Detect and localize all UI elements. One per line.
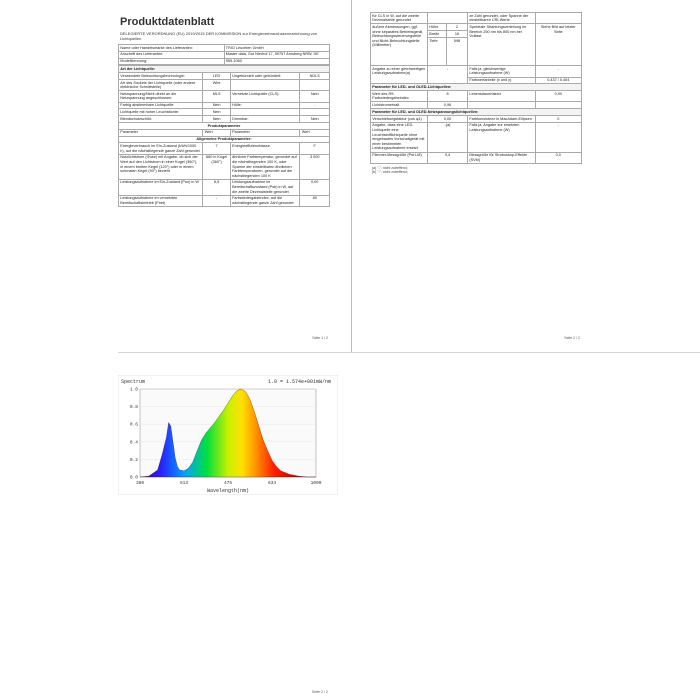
param-value: 8 xyxy=(427,91,467,102)
param-label: Energieeffizienzklasse xyxy=(230,143,300,154)
x-tick-label: 634 xyxy=(267,481,277,486)
param-value xyxy=(427,13,467,24)
type-row xyxy=(119,116,330,123)
dimension-label: Höhe xyxy=(427,24,446,31)
param-value: 80 xyxy=(300,195,330,206)
param-label: Farbwertanteile (x und y) xyxy=(468,77,536,84)
param-label: Lichtstromerhalt xyxy=(371,102,428,109)
param-label: Dimmbar: xyxy=(230,116,300,123)
section-title: Art der Lichtquelle: xyxy=(119,66,330,73)
param-value: 680 in Kugel (360°) xyxy=(203,154,230,179)
type-row xyxy=(119,102,330,109)
column-header: Wert xyxy=(203,129,230,136)
x-axis-label: Wavelength(nm) xyxy=(206,488,250,494)
param-label: Falls ja, gleichwertige Leistungsaufnahme (W) xyxy=(468,66,536,77)
param-label: Falls ja, Angabe zur ersetzten Leistungsaufnahme (W) xyxy=(468,122,536,152)
footnote: (b) "-": nicht zutreffend; xyxy=(372,170,408,175)
page-title: Produktdatenblatt xyxy=(120,16,215,28)
param-label xyxy=(230,109,300,116)
footnotes xyxy=(372,166,582,175)
supplier-table xyxy=(118,44,330,65)
chart-title: Spectrum xyxy=(121,379,146,385)
param-label: Farbwiedergabeindex, auf die nächstliegende ganze Zahl gerundet xyxy=(230,195,300,206)
page-separator-horizontal xyxy=(118,352,700,353)
param-value: 0,90 xyxy=(535,91,581,102)
param-label: Hülle: xyxy=(230,102,300,109)
datasheet-page-2 xyxy=(370,12,582,342)
param-value: - xyxy=(203,195,230,206)
param-value: - xyxy=(535,122,581,152)
param-label: Leistungsaufnahme im Ein-Zustand (Pon) in W xyxy=(119,179,203,195)
spectrum-figure xyxy=(118,375,338,495)
param-row xyxy=(119,143,330,154)
param-value: MLS xyxy=(203,91,230,102)
param-label: ze Zahl gerundet, oder Spanne der einstellbaren CRI-Werte xyxy=(468,13,536,24)
x-tick-label: 475 xyxy=(223,481,233,486)
dimension-value: 598 xyxy=(446,37,467,65)
footnote: (a) "-": nicht zutreffend; xyxy=(372,165,408,170)
page-separator-vertical xyxy=(351,0,352,352)
param-label: Wert des R9-Farbwiedergabeindex xyxy=(371,91,428,102)
param-value: LED xyxy=(203,73,230,80)
param-value: Nein xyxy=(203,116,230,123)
column-header: Wert xyxy=(300,129,330,136)
param-row xyxy=(119,195,330,206)
param-label: Angabe, dass eine LED-Lichtquelle eine Leuchtstofflichtquelle ohne eingebautes Vorschaltgerät mit einer bestimmten Leistungsaufnahme ersetzt xyxy=(371,122,428,152)
chart-scale-formula: 1.0 = 1.574e+001mW/nm xyxy=(268,379,332,385)
dimension-label: Breite xyxy=(427,31,446,38)
y-tick-label: 0.6 xyxy=(129,422,138,428)
param-label: Leistungsaufnahme im Bereitschaftszustand (Psb) in W, auf die zweite Dezimalstelle gerundet xyxy=(230,179,300,195)
param-label: Flimmer-Messgröße (Pst LM) xyxy=(371,152,428,163)
param-label: ähnliche Farbtemperatur, gerundet auf die nächstliegenden 100 K, oder Spanne der einstellbaren ähnlichen Farbtemperaturen, gerundet auf die nächstliegenden 100 K xyxy=(230,154,300,179)
dimension-label: Tiefe xyxy=(427,37,446,65)
param-value xyxy=(300,109,330,116)
dimension-value: 16 xyxy=(446,31,467,38)
param-label: Angabe zu einer gleichwertigen Leistungsaufnahme(a) xyxy=(371,66,428,84)
section-title: Parameter für LED- und OLED-Netzspannungslichtquellen: xyxy=(371,109,582,116)
x-tick-label: 380 xyxy=(135,481,145,486)
param-label: äußere Abmessungen, ggf. ohne separates Betriebsgerät, Beleuchtungssteuerungsteile und Nicht-Beleuchtungsteile (Millimeter) xyxy=(371,24,428,66)
x-tick-label: 1000 xyxy=(310,481,322,486)
param-value: Nein xyxy=(300,91,330,102)
param-value: 0,00 xyxy=(300,179,330,195)
param-value: 6,5 xyxy=(203,179,230,195)
parameters-table-continued xyxy=(370,12,582,164)
param-value: Siehe Bild auf letzter Seite xyxy=(535,24,581,66)
section-title: Allgemeine Produktparameter: xyxy=(119,136,330,143)
param-value: Wire xyxy=(203,79,230,90)
y-tick-label: 0.4 xyxy=(129,440,138,446)
y-tick-label: 0.8 xyxy=(129,405,138,411)
supplier-value: 959-1060 xyxy=(224,58,330,65)
page-number: Seite 1 / 2 xyxy=(312,336,328,340)
y-tick-label: 1.0 xyxy=(129,387,138,393)
datasheet-page-1 xyxy=(118,12,330,342)
param-value: 0,437 / 0,404 xyxy=(535,77,581,84)
param-value: 3 000 xyxy=(300,154,330,179)
regulation-intro: DELEGIERTE VERORDNUNG (EU) 2019/2015 DER KOMMISSION zur Energieverbrauchskennzeichnung von Lichtquellen xyxy=(120,31,318,41)
param-label: Farbig abstimmbare Lichtquelle: xyxy=(119,102,203,109)
param-value xyxy=(535,13,581,24)
supplier-label: Modellkennung: xyxy=(119,58,225,65)
supplier-value: Master data, Gut Nierhof 17, 59757 Arnsberg NRW, DE xyxy=(224,51,330,58)
type-row xyxy=(119,79,330,90)
param-label: Vernetzte Lichtquelle (CLS): xyxy=(230,91,300,102)
param-value xyxy=(535,102,581,109)
type-row xyxy=(119,73,330,80)
section-title: Parameter für LED- und OLED-Lichtquellen: xyxy=(371,84,582,91)
param-value: - xyxy=(300,102,330,109)
param-value: Nein xyxy=(203,109,230,116)
spectrum-chart xyxy=(118,375,338,495)
param-label: Spektrale Strahlungsverteilung im Bereich 250 nm bis 800 nm bei Volllast xyxy=(468,24,536,66)
column-header: Parameter xyxy=(119,129,203,136)
light-source-type-table xyxy=(118,65,330,207)
param-value: F xyxy=(300,143,330,154)
param-label: Art des Sockels der Lichtquelle (oder andere elektrische Schnittstelle) xyxy=(119,79,203,90)
param-label: Messgröße für Stroboskop-Effekte (SVM) xyxy=(468,152,536,163)
supplier-label: Anschrift des Lieferanten: xyxy=(119,51,225,58)
param-label: Lebensdauerfaktor xyxy=(468,91,536,102)
page-number: Seite 2 / 2 xyxy=(564,336,580,340)
type-row xyxy=(119,109,330,116)
param-label: Verschiebungsfaktor (cos φ1) xyxy=(371,116,428,123)
param-label: Nutzlichtstrom (Φuse) mit Angabe, ob sich der Wert auf den Lichtstrom in einer Kugel (360°), in einem breiten Kegel (120°) oder in einem schmalen Kegel (90°) bezieht xyxy=(119,154,203,179)
param-row xyxy=(119,154,330,179)
param-label: Farbkonsistenz in MacAdam-Ellipsen xyxy=(468,116,536,123)
param-value: -(a) xyxy=(427,122,467,152)
param-label: Verwendete Beleuchtungstechnologie: xyxy=(119,73,203,80)
x-tick-label: 513 xyxy=(179,481,189,486)
param-value: - xyxy=(427,66,467,84)
param-value: 7 xyxy=(203,143,230,154)
y-tick-label: 0.0 xyxy=(129,475,138,481)
param-label: Netzspannung/Nicht direkt an die Netzspannung angeschlossen: xyxy=(119,91,203,102)
param-value: 0,4 xyxy=(427,152,467,163)
param-value: NDLS xyxy=(300,73,330,80)
param-value: 0 xyxy=(535,116,581,123)
supplier-label: Name oder Handelsmarke des Lieferanten: xyxy=(119,45,225,52)
param-label xyxy=(230,79,300,90)
param-label: Blendschutzschild: xyxy=(119,116,203,123)
param-value: 0,00 xyxy=(427,116,467,123)
param-value: - xyxy=(535,66,581,77)
y-tick-label: 0.2 xyxy=(129,457,138,463)
param-label: für CLS in W, auf die zweite Dezimalstelle gerundet xyxy=(371,13,428,24)
param-value xyxy=(300,79,330,90)
param-row xyxy=(119,179,330,195)
param-label: Energieverbrauch im Ein-Zustand (kWh/1000 h), auf die nächstliegende ganze Zahl gerundet xyxy=(119,143,203,154)
param-label: Leistungsaufnahme im vernetzten Bereitschaftsbetrieb (Pnet) xyxy=(119,195,203,206)
param-label: Ungebündelt oder gebündelt: xyxy=(230,73,300,80)
dimension-value: 2 xyxy=(446,24,467,31)
supplier-value: TRIO Leuchten GmbH xyxy=(224,45,330,52)
param-label: Lichtquelle mit hoher Leuchtdichte: xyxy=(119,109,203,116)
param-value: 0,0 xyxy=(535,152,581,163)
param-value: 0,96 xyxy=(427,102,467,109)
page-number-bottom: Seite 2 / 2 xyxy=(312,690,328,694)
param-value: Nein xyxy=(203,102,230,109)
section-title: Produktparameter xyxy=(119,123,330,130)
column-header: Parameter xyxy=(230,129,300,136)
type-row xyxy=(119,91,330,102)
param-label xyxy=(468,102,536,109)
param-value: Nein xyxy=(300,116,330,123)
